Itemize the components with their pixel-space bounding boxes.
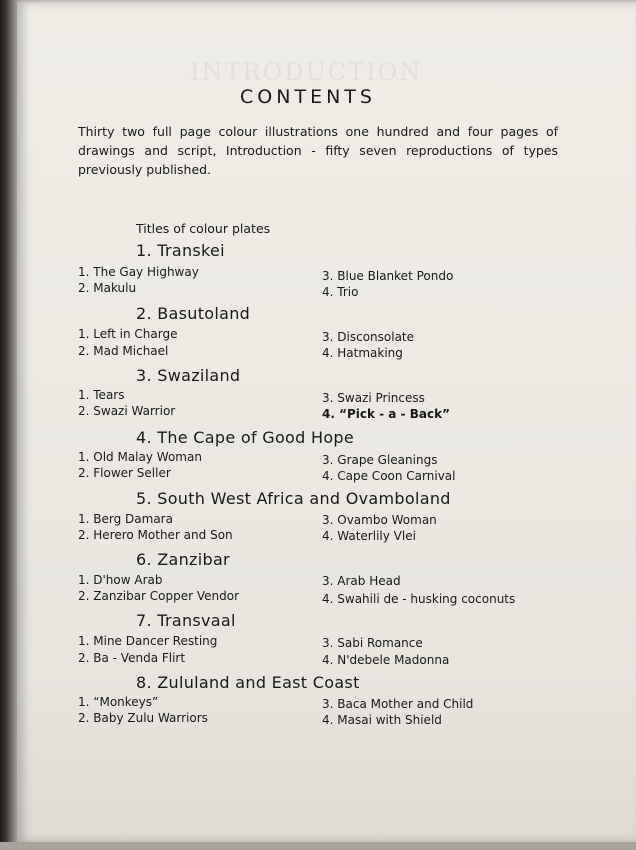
section-heading-swaziland: 3. Swaziland [136, 366, 241, 385]
section-heading-south-west-africa: 5. South West Africa and Ovamboland [136, 489, 451, 508]
plates-heading: Titles of colour plates [136, 221, 271, 236]
section-heading-transkei: 1. Transkei [136, 241, 225, 260]
plate-item: 4. “Pick - a - Back” [322, 407, 450, 421]
plate-item: 4. Masai with Shield [322, 713, 442, 727]
intro-paragraph: Thirty two full page colour illustrations one hundred and four pages of drawings and script, Introduction - fifty seven reproductions of types previously published. [78, 124, 558, 177]
plate-item: 3. Arab Head [322, 574, 401, 588]
plate-item: 1. Mine Dancer Resting [78, 634, 218, 648]
section-heading-cape-of-good-hope: 4. The Cape of Good Hope [136, 428, 355, 447]
plate-item: 1. Berg Damara [78, 512, 173, 526]
plate-item: 4. Waterlily Vlei [322, 529, 416, 543]
plate-item: 1. Tears [78, 388, 125, 402]
section-heading-transvaal: 7. Transvaal [136, 611, 236, 630]
plate-item: 2. Swazi Warrior [78, 404, 176, 418]
plate-item: 1. D'how Arab [78, 573, 163, 587]
plate-item: 2. Flower Seller [78, 466, 171, 480]
plate-item: 2. Mad Michael [78, 344, 169, 358]
bleed-through-text: INTRODUCTION [190, 58, 423, 86]
section-heading-zanzibar: 6. Zanzibar [136, 550, 230, 569]
plate-item: 4. N'debele Madonna [322, 653, 450, 667]
plate-item: 4. Swahili de - husking coconuts [322, 592, 516, 606]
plate-item: 3. Baca Mother and Child [322, 697, 474, 711]
plate-item: 2. Herero Mother and Son [78, 528, 233, 542]
plate-item: 2. Baby Zulu Warriors [78, 711, 208, 725]
section-heading-zululand: 8. Zululand and East Coast [136, 673, 360, 692]
plate-item: 2. Makulu [78, 281, 137, 295]
section-heading-basutoland: 2. Basutoland [136, 304, 251, 323]
plate-item: 4. Trio [322, 285, 359, 299]
plate-item: 2. Zanzibar Copper Vendor [78, 589, 240, 603]
page-title: CONTENTS [240, 86, 376, 108]
plate-item: 3. Ovambo Woman [322, 513, 437, 527]
plate-item: 1. “Monkeys” [78, 695, 159, 709]
plate-item: 1. Left in Charge [78, 327, 178, 341]
plate-item: 3. Blue Blanket Pondo [322, 269, 454, 283]
plate-item: 4. Hatmaking [322, 346, 403, 360]
plate-item: 3. Disconsolate [322, 330, 415, 344]
plate-item: 3. Grape Gleanings [322, 453, 438, 467]
plate-item: 3. Sabi Romance [322, 636, 423, 650]
plate-item: 4. Cape Coon Carnival [322, 469, 456, 483]
plate-item: 1. Old Malay Woman [78, 450, 202, 464]
plate-item: 3. Swazi Princess [322, 391, 425, 405]
plate-item: 2. Ba - Venda Flirt [78, 651, 186, 665]
plate-item: 1. The Gay Highway [78, 265, 199, 279]
